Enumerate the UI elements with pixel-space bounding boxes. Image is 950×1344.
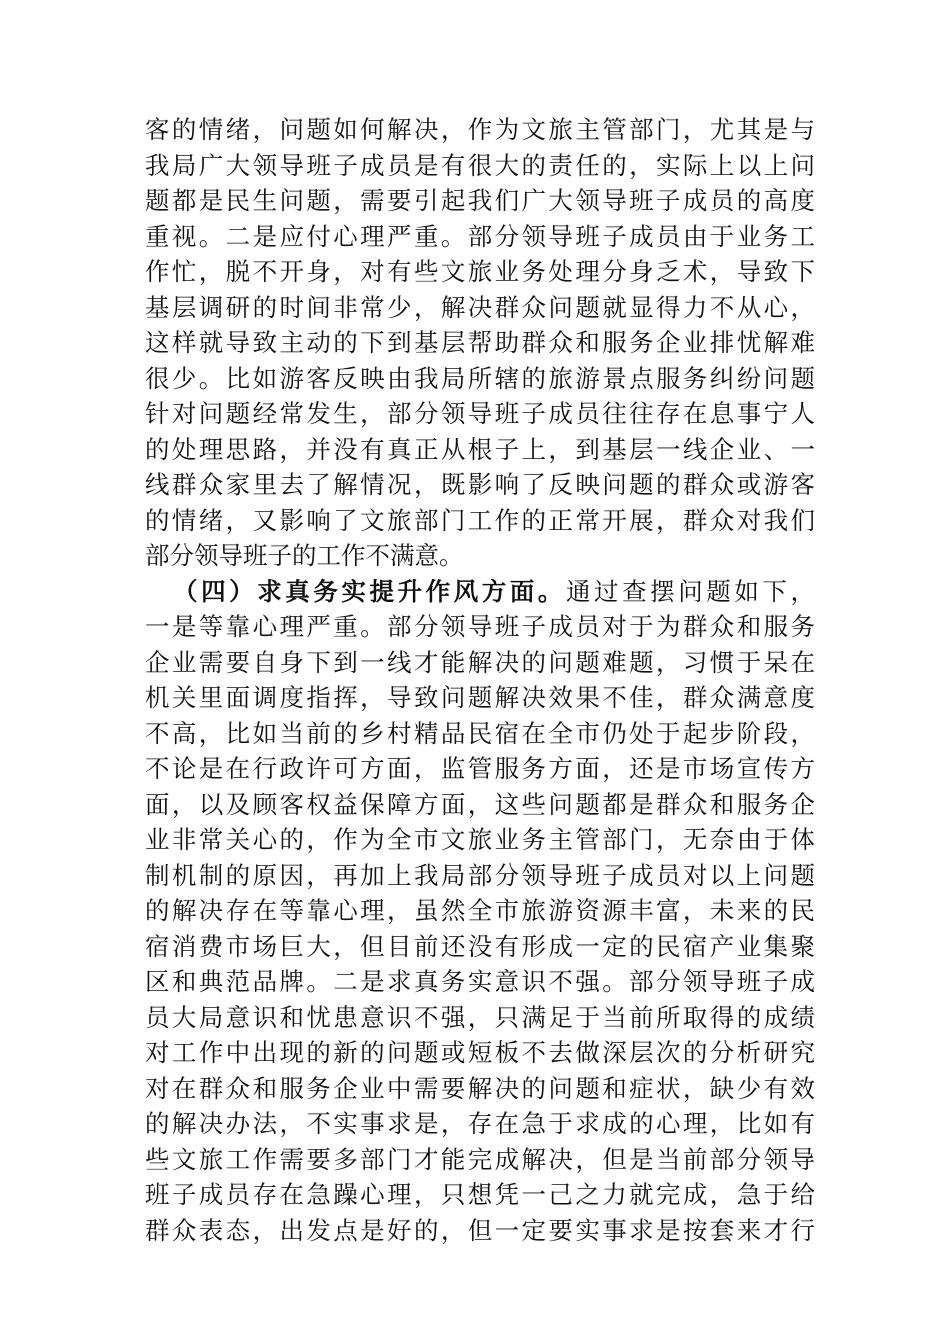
paragraph-line: 的情绪，又影响了文旅部门工作的正常开展，群众对我们 bbox=[145, 505, 815, 535]
paragraph-line: 制机制的原因，再加上我局部分领导班子成员对以上问题 bbox=[145, 860, 815, 890]
paragraph-line: 重视。二是应付心理严重。部分领导班子成员由于业务工 bbox=[145, 221, 815, 251]
paragraph-line: 班子成员存在急躁心理，只想凭一己之力就完成，急于给 bbox=[145, 1180, 815, 1209]
paragraph-line: 员大局意识和忧患意识不强，只满足于当前所取得的成绩 bbox=[145, 1002, 815, 1032]
section-heading-line bbox=[145, 574, 815, 610]
paragraph-line: 不论是在行政许可方面，监管服务方面，还是市场宣传方 bbox=[145, 754, 815, 783]
paragraph-line: 的解决办法，不实事求是，存在急于求成的心理，比如有 bbox=[145, 1109, 815, 1138]
paragraph-line: 业非常关心的，作为全市文旅业务主管部门，无奈由于体 bbox=[145, 825, 815, 854]
paragraph-line: 宿消费市场巨大，但目前还没有形成一定的民宿产业集聚 bbox=[145, 931, 815, 961]
paragraph-line: 客的情绪，问题如何解决，作为文旅主管部门，尤其是与 bbox=[145, 115, 815, 144]
paragraph-line: 部分领导班子的工作不满意。 bbox=[145, 541, 464, 570]
paragraph-line: 对工作中出现的新的问题或短板不去做深层次的分析研究 bbox=[145, 1038, 815, 1067]
paragraph-line: 的处理思路，并没有真正从根子上，到基层一线企业、一 bbox=[145, 434, 815, 464]
paragraph-line: 一是等靠心理严重。部分领导班子成员对于为群众和服务 bbox=[145, 612, 815, 641]
paragraph-line: 不高，比如当前的乡村精品民宿在全市仍处于起步阶段， bbox=[145, 718, 815, 748]
paragraph-line: 作忙，脱不开身，对有些文旅业务处理分身乏术，导致下 bbox=[145, 257, 815, 286]
section-heading: （四）求真务实提升作风方面。 bbox=[173, 576, 566, 606]
paragraph-line: 企业需要自身下到一线才能解决的问题难题，习惯于呆在 bbox=[145, 647, 815, 677]
paragraph-line: 区和典范品牌。二是求真务实意识不强。部分领导班子成 bbox=[145, 967, 815, 996]
paragraph-line: 题都是民生问题，需要引起我们广大领导班子成员的高度 bbox=[145, 186, 815, 215]
paragraph-line: 这样就导致主动的下到基层帮助群众和服务企业排忧解难 bbox=[145, 328, 815, 357]
paragraph-line: 机关里面调度指挥，导致问题解决效果不佳，群众满意度 bbox=[145, 683, 815, 712]
body-text bbox=[145, 112, 815, 1248]
section-heading-rest: 通过查摆问题如下， bbox=[565, 576, 815, 606]
paragraph-line: 我局广大领导班子成员是有很大的责任的，实际上以上问 bbox=[145, 150, 815, 180]
paragraph-line: 线群众家里去了解情况，既影响了反映问题的群众或游客 bbox=[145, 470, 815, 499]
paragraph-line: 对在群众和服务企业中需要解决的问题和症状，缺少有效 bbox=[145, 1073, 815, 1103]
paragraph-line: 基层调研的时间非常少，解决群众问题就显得力不从心， bbox=[145, 292, 815, 322]
paragraph-line: 面，以及顾客权益保障方面，这些问题都是群众和服务企 bbox=[145, 789, 815, 819]
paragraph-line: 群众表态，出发点是好的，但一定要实事求是按套来才行 bbox=[145, 1215, 815, 1245]
paragraph-line: 些文旅工作需要多部门才能完成解决，但是当前部分领导 bbox=[145, 1144, 815, 1174]
paragraph-line: 针对问题经常发生，部分领导班子成员往往存在息事宁人 bbox=[145, 399, 815, 428]
paragraph-line: 的解决存在等靠心理，虽然全市旅游资源丰富，未来的民 bbox=[145, 896, 815, 925]
paragraph-line: 很少。比如游客反映由我局所辖的旅游景点服务纠纷问题 bbox=[145, 363, 815, 393]
